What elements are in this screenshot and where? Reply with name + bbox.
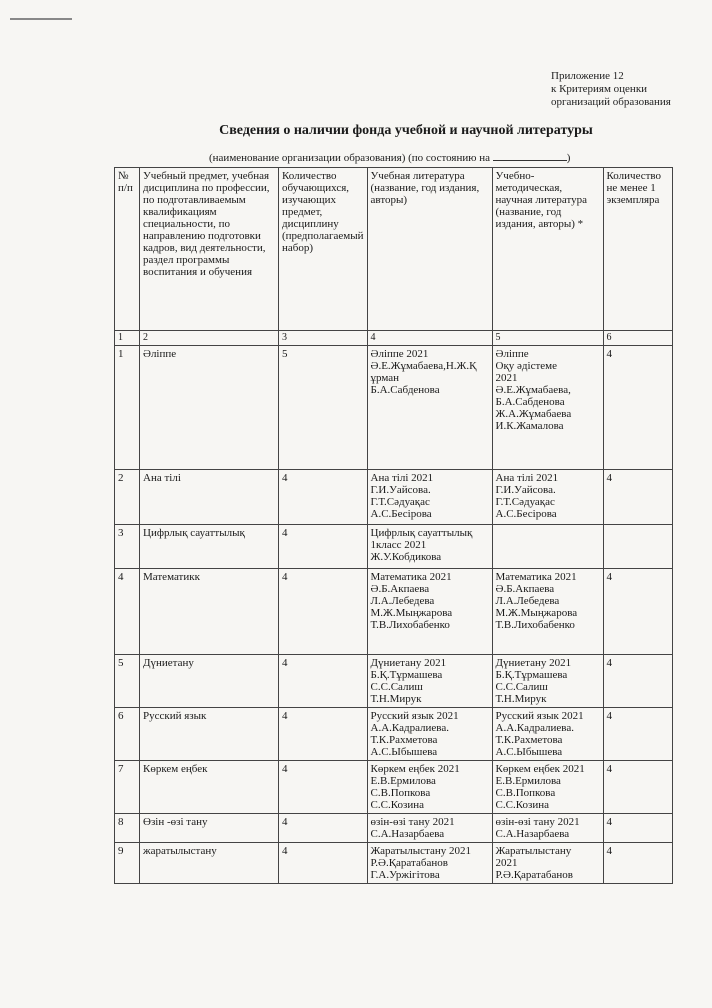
- column-number: 2: [140, 331, 279, 346]
- row-copies: [603, 525, 672, 569]
- header-cell-methodical: Учебно-методическая, научная литература (название, год издания, авторы) *: [492, 168, 603, 331]
- row-count: 5: [279, 346, 368, 470]
- row-literature: [367, 655, 492, 708]
- header-cell-count: Количество обучающихся, изучающих предмет, дисциплину (предполагаемый набор): [279, 168, 368, 331]
- appendix-note: [551, 70, 671, 109]
- methodical-line: С.А.Назарбаева: [495, 828, 570, 840]
- literature-line: Т.Н.Мирук: [370, 693, 422, 705]
- methodical-line: А.С.Бесірова: [495, 508, 557, 520]
- row-literature: [367, 843, 492, 884]
- row-subject: Дүниетану: [140, 655, 279, 708]
- methodical-line: Әліппе: [495, 348, 529, 360]
- row-copies: 4: [603, 708, 672, 761]
- methodical-line: өзін-өзі тану 2021: [495, 816, 580, 828]
- header-cell-copies: Количество не менее 1 экземпляра: [603, 168, 672, 331]
- row-number: 2: [115, 470, 140, 525]
- row-count: 4: [279, 655, 368, 708]
- methodical-line: А.А.Кадралиева.: [495, 722, 574, 734]
- table-row: [115, 761, 673, 814]
- methodical-line: Е.В.Ермилова: [495, 775, 561, 787]
- row-subject: Русский язык: [140, 708, 279, 761]
- literature-line: Т.К.Рахметова: [370, 734, 438, 746]
- subtitle-text: (наименование организации образования) (по состоянию на: [209, 152, 490, 164]
- row-count: 4: [279, 525, 368, 569]
- literature-line: Б.Қ.Тұрмашева: [370, 669, 443, 681]
- appendix-line: организаций образования: [551, 96, 671, 108]
- methodical-line: С.С.Салиш: [495, 681, 548, 693]
- literature-table: [114, 167, 673, 884]
- header-cell-number: № п/п: [115, 168, 140, 331]
- date-blank-line: [493, 151, 567, 161]
- literature-line: Г.Т.Сәдуақас: [370, 496, 430, 508]
- row-copies: 4: [603, 470, 672, 525]
- row-number: 1: [115, 346, 140, 470]
- row-number: 5: [115, 655, 140, 708]
- header-row: [115, 168, 673, 331]
- row-methodical: [492, 761, 603, 814]
- literature-line: Г.А.Уржігітова: [370, 869, 440, 881]
- literature-line: С.А.Назарбаева: [370, 828, 445, 840]
- methodical-line: Математика 2021: [495, 571, 577, 583]
- row-copies: 4: [603, 761, 672, 814]
- literature-line: С.С.Салиш: [370, 681, 423, 693]
- literature-line: 1класс 2021: [370, 539, 427, 551]
- row-count: 4: [279, 569, 368, 655]
- literature-line: С.С.Козина: [370, 799, 424, 811]
- literature-line: Русский язык 2021: [370, 710, 459, 722]
- row-number: 9: [115, 843, 140, 884]
- literature-line: Дүниетану 2021: [370, 657, 447, 669]
- methodical-line: Русский язык 2021: [495, 710, 584, 722]
- methodical-line: Т.Н.Мирук: [495, 693, 547, 705]
- subtitle-end: ): [566, 152, 571, 164]
- literature-line: Цифрлық сауаттылық: [370, 527, 473, 539]
- methodical-line: Ж.А.Жұмабаева: [495, 408, 572, 420]
- row-literature: [367, 346, 492, 470]
- row-number: 8: [115, 814, 140, 843]
- table-row: [115, 655, 673, 708]
- methodical-line: М.Ж.Мыңжарова: [495, 607, 578, 619]
- row-count: 4: [279, 814, 368, 843]
- methodical-line: Көркем еңбек 2021: [495, 763, 585, 775]
- methodical-line: Г.Т.Сәдуақас: [495, 496, 555, 508]
- table-row: [115, 814, 673, 843]
- column-number-row: [115, 331, 673, 346]
- header-cell-subject: Учебный предмет, учебная дисциплина по профессии, по подготавливаемым квалификациям специальности, по направлению подготовки кадров, вид деятельности, раздел программы воспитания и обучения: [140, 168, 279, 331]
- literature-line: А.А.Кадралиева.: [370, 722, 449, 734]
- header-cell-literature: Учебная литература (название, год издания, авторы): [367, 168, 492, 331]
- literature-line: Р.Ә.Қаратабанов: [370, 857, 448, 869]
- literature-line: Әліппе 2021: [370, 348, 429, 360]
- methodical-line: И.К.Жамалова: [495, 420, 564, 432]
- row-methodical: [492, 470, 603, 525]
- row-subject: жаратылыстану: [140, 843, 279, 884]
- methodical-line: Дүниетану 2021: [495, 657, 572, 669]
- row-methodical: [492, 525, 603, 569]
- row-number: 3: [115, 525, 140, 569]
- row-literature: [367, 814, 492, 843]
- literature-line: Ана тілі 2021: [370, 472, 434, 484]
- literature-line: Г.И.Уайсова.: [370, 484, 431, 496]
- methodical-line: Л.А.Лебедева: [495, 595, 560, 607]
- methodical-line: Ә.Е.Жұмабаева,: [495, 384, 571, 396]
- methodical-line: Оқу әдістеме: [495, 360, 558, 372]
- row-subject: Математикк: [140, 569, 279, 655]
- literature-line: М.Ж.Мыңжарова: [370, 607, 453, 619]
- methodical-line: Р.Ә.Қаратабанов: [495, 869, 573, 881]
- literature-line: Математика 2021: [370, 571, 452, 583]
- row-methodical: [492, 814, 603, 843]
- column-number: 3: [279, 331, 368, 346]
- table-row: [115, 569, 673, 655]
- literature-line: Б.А.Сабденова: [370, 384, 440, 396]
- literature-line: Көркем еңбек 2021: [370, 763, 460, 775]
- row-literature: [367, 569, 492, 655]
- row-copies: 4: [603, 346, 672, 470]
- literature-line: өзін-өзі тану 2021: [370, 816, 455, 828]
- row-number: 6: [115, 708, 140, 761]
- table-row: [115, 708, 673, 761]
- literature-line: А.С.Бесірова: [370, 508, 432, 520]
- table-row: [115, 843, 673, 884]
- row-count: 4: [279, 470, 368, 525]
- methodical-line: Т.К.Рахметова: [495, 734, 563, 746]
- column-number: 5: [492, 331, 603, 346]
- document-title-text: Сведения о наличии фонда учебной и научной литературы: [219, 123, 593, 138]
- row-number: 7: [115, 761, 140, 814]
- row-subject: Өзін -өзі тану: [140, 814, 279, 843]
- row-copies: 4: [603, 843, 672, 884]
- literature-line: А.С.Ыбышева: [370, 746, 438, 758]
- literature-line: Ә.Б.Акпаева: [370, 583, 430, 595]
- methodical-line: 2021: [495, 372, 518, 384]
- table-row: [115, 525, 673, 569]
- row-literature: [367, 525, 492, 569]
- methodical-line: С.В.Попкова: [495, 787, 556, 799]
- row-subject: Цифрлық сауаттылық: [140, 525, 279, 569]
- methodical-line: Ә.Б.Акпаева: [495, 583, 555, 595]
- literature-line: Ж.У.Кобдикова: [370, 551, 442, 563]
- methodical-line: Т.В.Лихобабенко: [495, 619, 575, 631]
- row-copies: 4: [603, 814, 672, 843]
- literature-line: Ә.Е.Жұмабаева,Н.Ж.Қ: [370, 360, 477, 372]
- methodical-line: 2021: [495, 857, 518, 869]
- row-number: 4: [115, 569, 140, 655]
- methodical-line: Г.И.Уайсова.: [495, 484, 556, 496]
- row-subject: Көркем еңбек: [140, 761, 279, 814]
- row-subject: Әліппе: [140, 346, 279, 470]
- row-count: 4: [279, 843, 368, 884]
- literature-line: Л.А.Лебедева: [370, 595, 435, 607]
- appendix-line: к Критериям оценки: [551, 83, 648, 95]
- literature-line: Жаратылыстану 2021: [370, 845, 471, 857]
- column-number: 4: [367, 331, 492, 346]
- document-title: [0, 123, 712, 139]
- row-count: 4: [279, 761, 368, 814]
- row-methodical: [492, 843, 603, 884]
- table-row: [115, 470, 673, 525]
- row-literature: [367, 470, 492, 525]
- appendix-line: Приложение 12: [551, 70, 624, 82]
- literature-line: С.В.Попкова: [370, 787, 431, 799]
- literature-line: Е.В.Ермилова: [370, 775, 436, 787]
- methodical-line: Б.А.Сабденова: [495, 396, 565, 408]
- row-literature: [367, 708, 492, 761]
- methodical-line: А.С.Ыбышева: [495, 746, 563, 758]
- row-copies: 4: [603, 655, 672, 708]
- literature-line: ұрман: [370, 372, 400, 384]
- methodical-line: Б.Қ.Тұрмашева: [495, 669, 568, 681]
- methodical-line: С.С.Козина: [495, 799, 549, 811]
- scan-artifact: [10, 18, 72, 20]
- column-number: 6: [603, 331, 672, 346]
- row-methodical: [492, 346, 603, 470]
- methodical-line: Ана тілі 2021: [495, 472, 559, 484]
- row-literature: [367, 761, 492, 814]
- row-subject: Ана тілі: [140, 470, 279, 525]
- row-copies: 4: [603, 569, 672, 655]
- column-number: 1: [115, 331, 140, 346]
- document-subtitle: [209, 151, 570, 164]
- literature-line: Т.В.Лихобабенко: [370, 619, 450, 631]
- row-methodical: [492, 569, 603, 655]
- row-methodical: [492, 708, 603, 761]
- row-count: 4: [279, 708, 368, 761]
- row-methodical: [492, 655, 603, 708]
- methodical-line: Жаратылыстану: [495, 845, 572, 857]
- table-row: [115, 346, 673, 470]
